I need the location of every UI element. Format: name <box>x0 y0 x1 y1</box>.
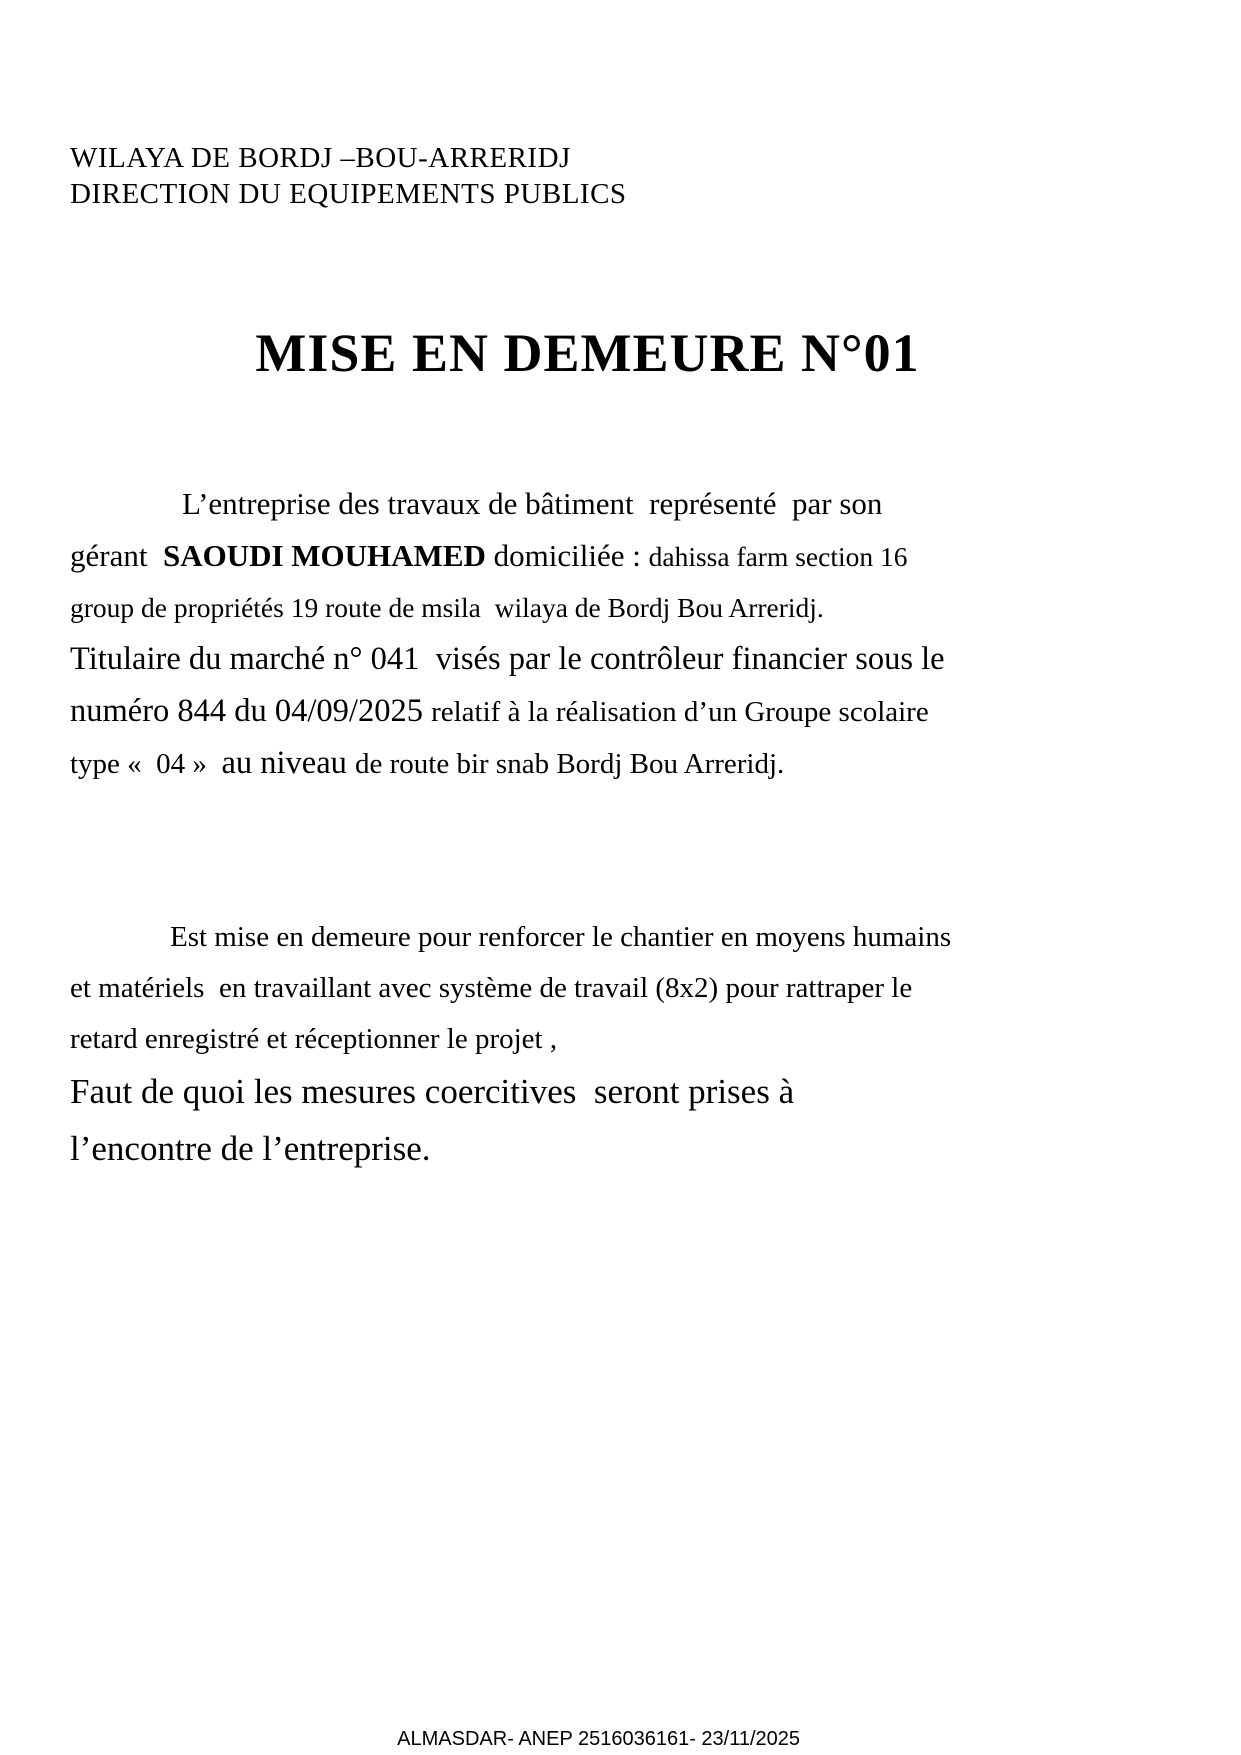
text-line <box>70 533 1105 585</box>
text-segment: gérant <box>70 538 163 573</box>
text-segment: Titulaire du marché n° 041 visés par le contrôleur financier sous le <box>70 641 945 677</box>
text-line <box>70 636 1105 688</box>
header-line-direction: DIRECTION DU EQUIPEMENTS PUBLICS <box>70 178 627 210</box>
page-title: MISE EN DEMEURE N°01 <box>255 323 920 383</box>
text-segment: et matériels en travaillant avec système de travail (8x2) pour rattraper le <box>70 972 913 1004</box>
text-line <box>70 481 1105 533</box>
text-segment: Est mise en demeure pour renforcer le chantier en moyens humains <box>170 921 952 953</box>
text-line <box>70 914 1105 965</box>
text-segment: retard enregistré et réceptionner le projet , <box>70 1023 558 1055</box>
text-segment: group de propriétés 19 route de msila wilaya de Bordj Bou Arreridj. <box>70 592 824 623</box>
document-header <box>70 0 1105 212</box>
text-segment: domiciliée : <box>485 538 649 573</box>
paragraph-mise-en-demeure <box>70 914 1105 1067</box>
text-line <box>70 740 1105 792</box>
paragraph-sanction <box>70 1067 1105 1181</box>
document-footer <box>70 1700 1105 1755</box>
text-segment: relatif à la réalisation d’un Groupe scolaire <box>431 696 929 728</box>
text-segment: type « 04 » <box>70 748 222 780</box>
text-segment: L’entreprise des travaux de bâtiment représenté par son <box>182 486 883 521</box>
text-segment: Faut de quoi les mesures coercitives seront prises à <box>70 1072 795 1111</box>
text-segment: dahissa farm section 16 <box>648 541 908 572</box>
text-line <box>70 585 1105 636</box>
paragraph-intro <box>70 481 1105 792</box>
text-line <box>70 1016 1105 1067</box>
text-line <box>70 1124 1105 1181</box>
text-segment: numéro 844 du 04/09/2025 <box>70 693 432 729</box>
text-line <box>70 688 1105 740</box>
document-content <box>70 0 1105 1181</box>
text-segment: l’encontre de l’entreprise. <box>70 1129 431 1168</box>
text-segment: SAOUDI MOUHAMED <box>162 538 486 573</box>
text-segment: au niveau <box>221 745 355 781</box>
document-body <box>70 481 1105 1181</box>
text-line <box>70 1067 1105 1124</box>
text-segment: de route bir snab Bordj Bou Arreridj. <box>355 748 785 780</box>
header-line-wilaya: WILAYA DE BORDJ –BOU-ARRERIDJ <box>70 142 571 174</box>
footer-text: ALMASDAR- ANEP 2516036161- 23/11/2025 <box>397 1728 801 1750</box>
text-line <box>70 965 1105 1016</box>
